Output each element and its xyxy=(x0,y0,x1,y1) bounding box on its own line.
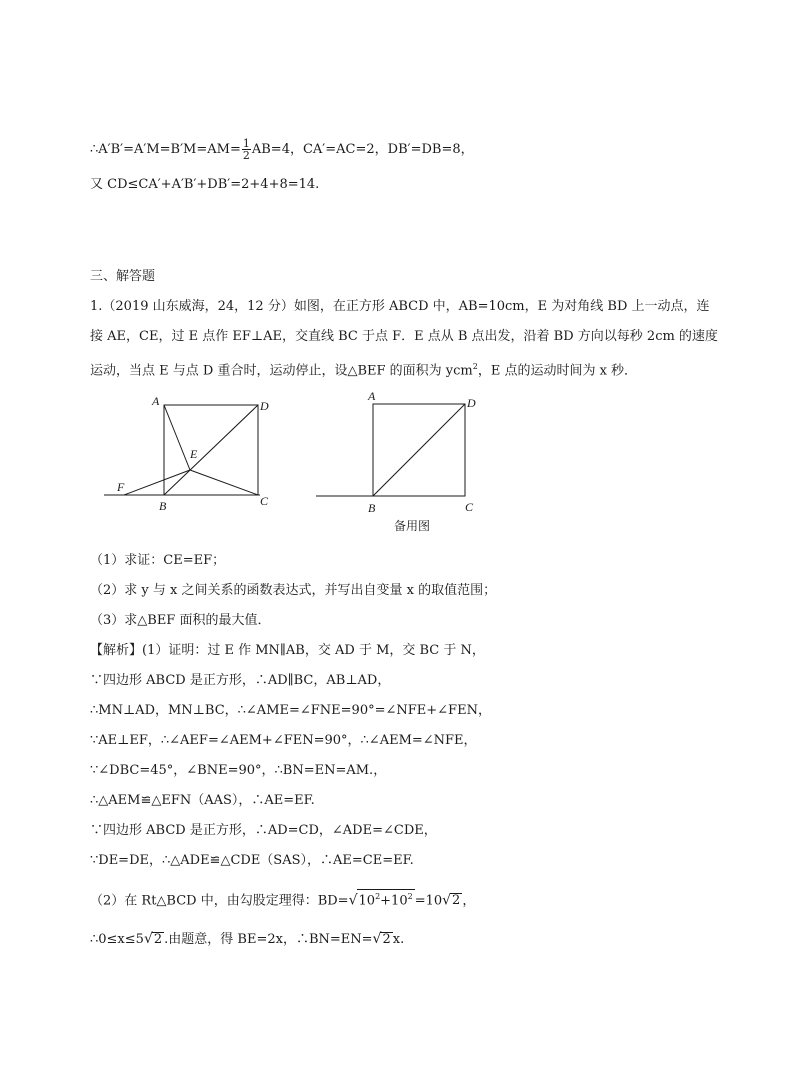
label-d: D xyxy=(260,399,269,413)
figure-spare xyxy=(310,390,490,540)
diagonal-bd xyxy=(164,405,258,495)
solution-line-2: ∵四边形 ABCD 是正方形，∴AD∥BC，AB⊥AD， xyxy=(90,673,391,688)
solution-line-4: ∵AE⊥EF，∴∠AEF=∠AEM+∠FEN=90°，∴∠AEM=∠NFE， xyxy=(90,733,477,748)
label-c: C xyxy=(465,500,474,514)
fraction-one-half: $\frac{1}{2}$ xyxy=(242,137,250,162)
label-b: B xyxy=(159,499,167,513)
solution-line-8: ∵DE=DE，∴△ADE≌△CDE（SAS），∴AE=CE=EF. xyxy=(90,853,414,868)
equation-part: AB=4，CA′=AC=2，DB′=DB=8， xyxy=(251,142,474,157)
figure-caption: 备用图 xyxy=(394,519,431,533)
solution-line-3: ∴MN⊥AD，MN⊥BC，∴∠AME=∠FNE=90°=∠NFE+∠FEN， xyxy=(90,703,491,718)
text-line-2: 又 CD≤CA′+A′B′+DB′=2+4+8=14. xyxy=(90,177,320,192)
equation-part: ∴A′B′=A′M=B′M=AM= xyxy=(90,142,241,157)
question-1: （1）求证：CE=EF； xyxy=(90,553,226,568)
label-a: A xyxy=(368,390,376,403)
solution-line-7: ∵四边形 ABCD 是正方形，∴AD=CD，∠ADE=∠CDE， xyxy=(90,823,437,838)
figure-main xyxy=(100,390,290,515)
question-2: （2）求 y 与 x 之间关系的函数表达式，并写出自变量 x 的取值范围； xyxy=(90,583,497,598)
solution-line-6: ∴△AEM≌△EFN（AAS），∴AE=EF. xyxy=(90,793,315,808)
label-c: C xyxy=(260,494,269,508)
problem-line-1: 1.（2019 山东威海，24，12 分）如图，在正方形 ABCD 中，AB=10cm，E 为对角线 BD 上一动点，连 xyxy=(90,299,710,314)
label-d: D xyxy=(467,396,476,410)
section-title: 三、解答题 xyxy=(90,269,156,284)
solution-line-5: ∵∠DBC=45°，∠BNE=90°，∴BN=EN=AM.， xyxy=(90,763,387,778)
label-a: A xyxy=(152,394,160,408)
label-f: F xyxy=(117,480,125,494)
segment-ef xyxy=(124,470,190,495)
sqrt-sign: √ xyxy=(143,931,153,947)
label-e: E xyxy=(190,447,198,461)
radicand: $10^2+10^2$ xyxy=(357,889,415,908)
text-line-1 xyxy=(90,138,474,161)
radicand: 2 xyxy=(153,932,163,947)
radicand: 2 xyxy=(382,932,391,947)
problem-line-2: 接 AE，CE，过 E 点作 EF⊥AE，交直线 BC 于点 F．E 点从 B 点出发，沿着 BD 方向以每秒 2cm 的速度 xyxy=(90,329,718,344)
sqrt-sign: √ xyxy=(372,931,382,947)
sqrt-sign: √ xyxy=(348,892,358,909)
radicand: 2 xyxy=(452,893,461,909)
solution-line-1: 【解析】(1）证明：过 E 作 MN∥AB，交 AD 于 M，交 BC 于 N， xyxy=(90,643,485,658)
problem-line-3: 运动，当点 E 与点 D 重合时，运动停止，设△BEF 的面积为 ycm$^2$，E 点的运动时间为 x 秒． xyxy=(90,362,638,379)
label-b: B xyxy=(368,501,376,515)
question-3: （3）求△BEF 面积的最大值． xyxy=(90,613,271,628)
diagonal-bd xyxy=(373,404,465,496)
segment-ce xyxy=(190,470,258,495)
solution-line-10: ∴0≤x≤5√2 .由题意，得 BE=2x，∴BN=EN=√2 x. xyxy=(90,931,405,947)
sqrt-sign: √ xyxy=(442,892,452,909)
solution-line-9: （2）在 Rt△BCD 中，由勾股定理得：$BD=√10^2+10^2 =10√2$ ， xyxy=(90,889,475,910)
segment-ae xyxy=(164,405,190,470)
